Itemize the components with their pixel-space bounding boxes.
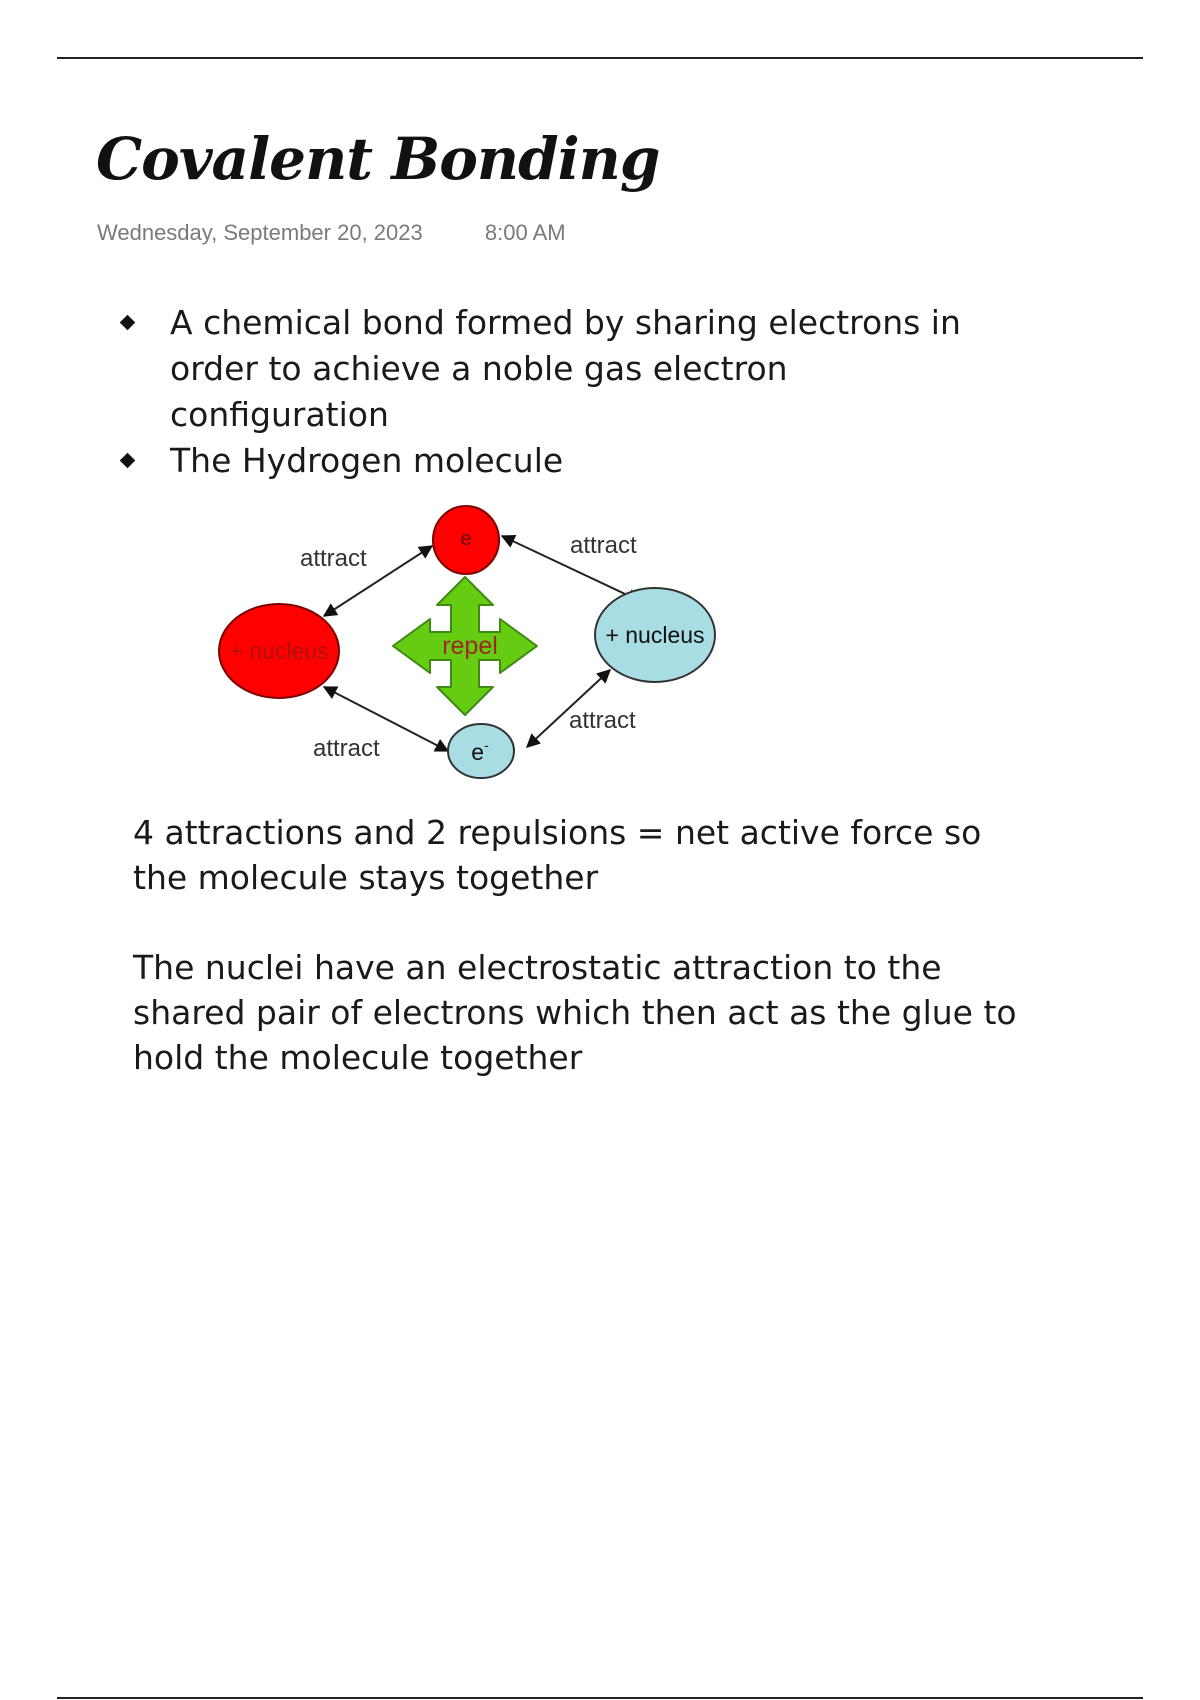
diamond-bullet-icon: [120, 315, 136, 331]
left-nucleus-label: + nucleus: [229, 638, 329, 664]
bottom-rule: [57, 1697, 1143, 1699]
bullet-item-hydrogen: [118, 438, 998, 484]
attract-label-bottom-left: attract: [313, 735, 380, 762]
top-rule: [57, 57, 1143, 59]
hydrogen-molecule-diagram: [200, 500, 730, 790]
electrostatic-attraction-paragraph: The nuclei have an electrostatic attraction to the shared pair of electrons which then act as the glue to hold the molecule together: [133, 948, 1017, 1077]
bottom-electron-symbol: e: [471, 739, 485, 765]
right-nucleus-label: + nucleus: [605, 622, 705, 648]
note-meta: [97, 220, 566, 246]
repel-label: repel: [442, 632, 498, 660]
bullet-text: A chemical bond formed by sharing electrons in order to achieve a noble gas electron configuration: [170, 303, 961, 434]
top-electron-label: e: [460, 528, 472, 550]
page-title: Covalent Bonding: [96, 125, 660, 193]
note-time: 8:00 AM: [484, 220, 566, 245]
bullet-item-definition: [118, 300, 998, 438]
bullet-text: The Hydrogen molecule: [170, 441, 564, 480]
bullet-list: [118, 300, 998, 484]
attract-label-top-left: attract: [300, 545, 367, 572]
diamond-bullet-icon: [120, 453, 136, 469]
attract-label-bottom-right: attract: [569, 707, 636, 734]
forces-summary-paragraph: 4 attractions and 2 repulsions = net active force so the molecule stays together: [133, 813, 982, 897]
attract-label-top-right: attract: [570, 532, 637, 559]
note-date: Wednesday, September 20, 2023: [97, 220, 423, 245]
bottom-electron-charge: -: [484, 737, 489, 753]
